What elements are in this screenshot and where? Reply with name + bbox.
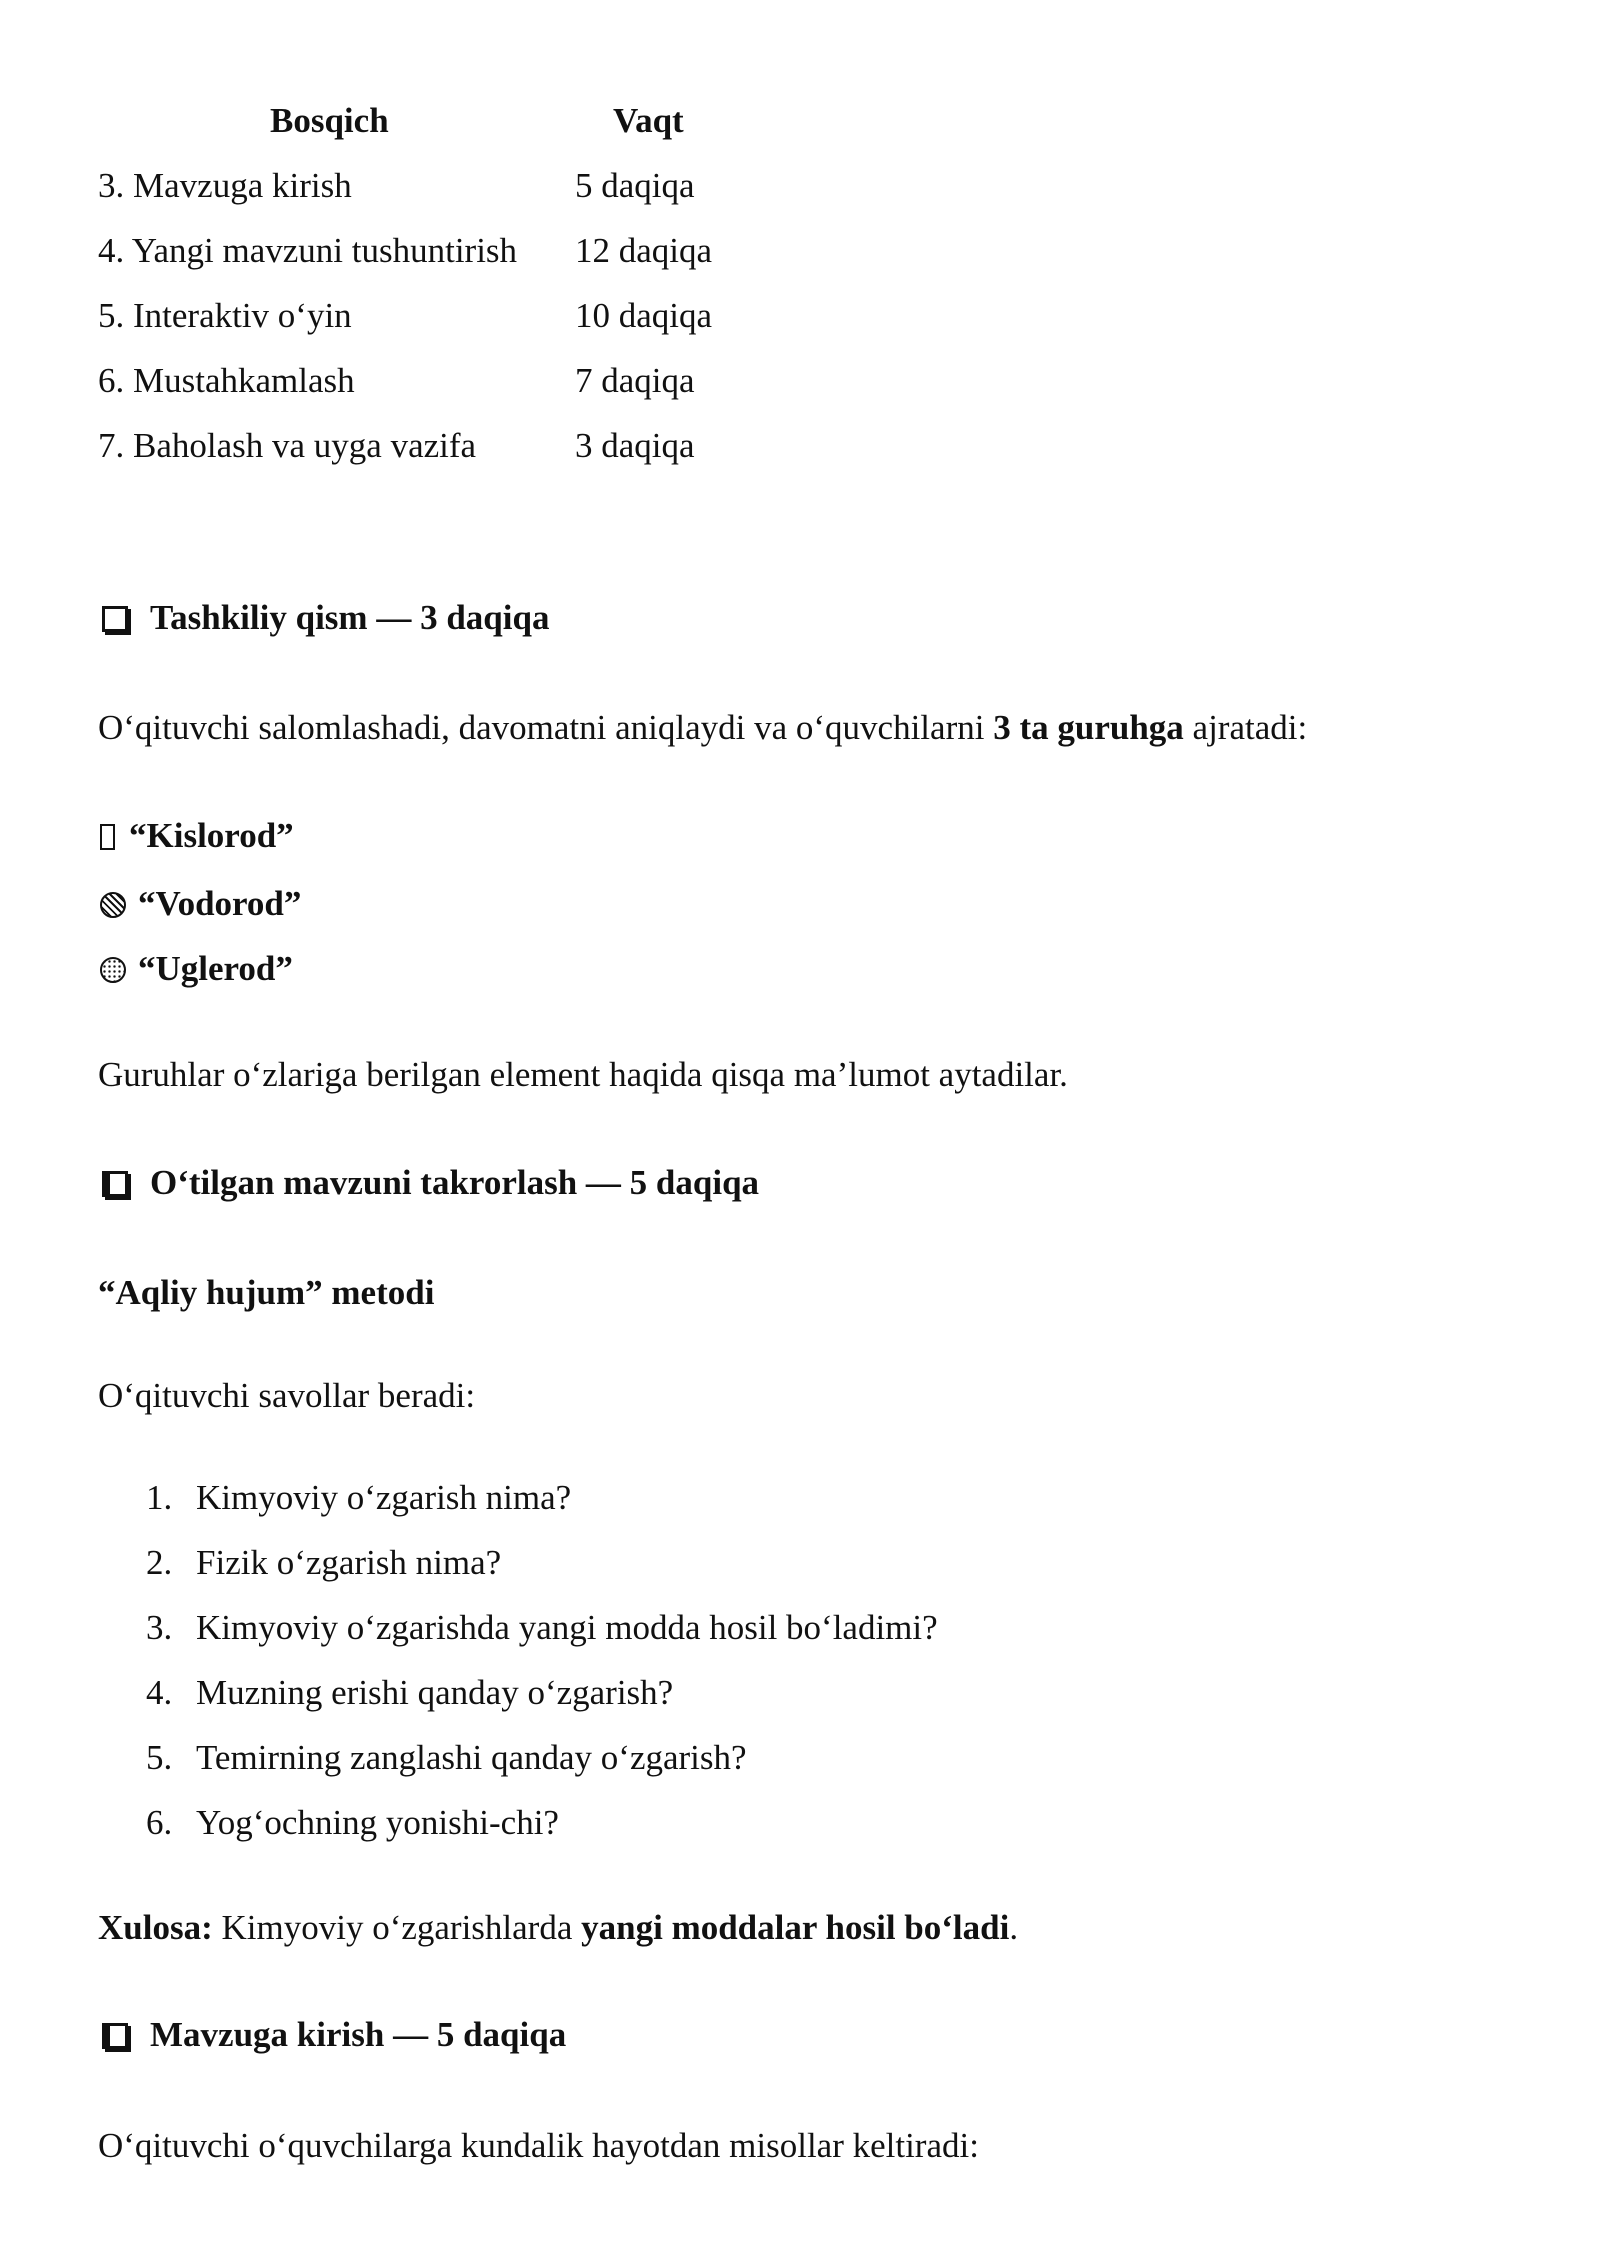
list-item: Kimyoviy o‘zgarishda yangi modda hosil bo‘ladimi? [196, 1608, 938, 1647]
dotted-circle-icon [100, 957, 126, 983]
book-icon [102, 2023, 128, 2049]
header-time: Vaqt [613, 101, 684, 140]
conclusion-label: Xulosa: [98, 1908, 213, 1947]
section-heading-tashkiliy [102, 600, 549, 635]
group-label: “Kislorod” [129, 816, 294, 855]
list-item: Fizik o‘zgarish nima? [196, 1543, 502, 1582]
conclusion-text: Kimyoviy o‘zgarishlarda [212, 1908, 582, 1947]
group-label: “Vodorod” [138, 884, 302, 923]
row-stage: 3. Mavzuga kirish [98, 166, 352, 205]
list-number: 2. [146, 1543, 173, 1582]
list-number: 1. [146, 1478, 173, 1517]
checkbox-icon [102, 606, 128, 632]
intro-text: O‘qituvchi salomlashadi, davomatni aniqlaydi va o‘quvchilarni [98, 708, 994, 747]
heading-text: Mavzuga kirish — 5 daqiqa [150, 2015, 567, 2054]
list-item: Kimyoviy o‘zgarish nima? [196, 1478, 572, 1517]
list-item: Muzning erishi qanday o‘zgarish? [196, 1673, 674, 1712]
intro-bold-text: 3 ta guruhga [993, 708, 1184, 747]
section-heading-mavzuga-kirish [102, 2017, 566, 2052]
section-heading-takrorlash [102, 1165, 759, 1200]
book-icon [102, 1171, 128, 1197]
rectangle-icon [100, 824, 115, 850]
groups-closing-text: Guruhlar o‘zlariga berilgan element haqida qisqa ma’lumot aytadilar. [98, 1055, 1068, 1094]
intro-end-text: ajratadi: [1183, 708, 1308, 747]
row-time: 3 daqiqa [575, 426, 695, 465]
intro-paragraph [98, 710, 1307, 745]
list-number: 4. [146, 1673, 173, 1712]
row-stage: 7. Baholash va uyga vazifa [98, 426, 477, 465]
group-item-vodorod [100, 886, 301, 921]
group-item-kislorod [100, 818, 294, 853]
group-label: “Uglerod” [138, 949, 293, 988]
row-stage: 6. Mustahkamlash [98, 361, 355, 400]
conclusion-bold-text: yangi moddalar hosil bo‘ladi [581, 1908, 1010, 1947]
row-time: 12 daqiqa [575, 231, 713, 270]
row-time: 5 daqiqa [575, 166, 695, 205]
row-stage: 5. Interaktiv o‘yin [98, 296, 352, 335]
list-number: 6. [146, 1803, 173, 1842]
questions-prompt: O‘qituvchi savollar beradi: [98, 1376, 476, 1415]
intro-examples-text: O‘qituvchi o‘quvchilarga kundalik hayotdan misollar keltiradi: [98, 2126, 979, 2165]
list-item: Temirning zanglashi qanday o‘zgarish? [196, 1738, 747, 1777]
row-time: 7 daqiqa [575, 361, 695, 400]
group-item-uglerod [100, 951, 293, 986]
row-time: 10 daqiqa [575, 296, 713, 335]
hatched-circle-icon [100, 892, 126, 918]
row-stage: 4. Yangi mavzuni tushuntirish [98, 231, 518, 270]
heading-text: Tashkiliy qism — 3 daqiqa [150, 598, 550, 637]
method-title: “Aqliy hujum” metodi [98, 1273, 435, 1312]
list-number: 5. [146, 1738, 173, 1777]
list-item: Yog‘ochning yonishi-chi? [196, 1803, 559, 1842]
heading-text: O‘tilgan mavzuni takrorlash — 5 daqiqa [150, 1163, 760, 1202]
conclusion-paragraph [98, 1910, 1018, 1945]
list-number: 3. [146, 1608, 173, 1647]
conclusion-end: . [1009, 1908, 1019, 1947]
header-stage: Bosqich [270, 101, 389, 140]
